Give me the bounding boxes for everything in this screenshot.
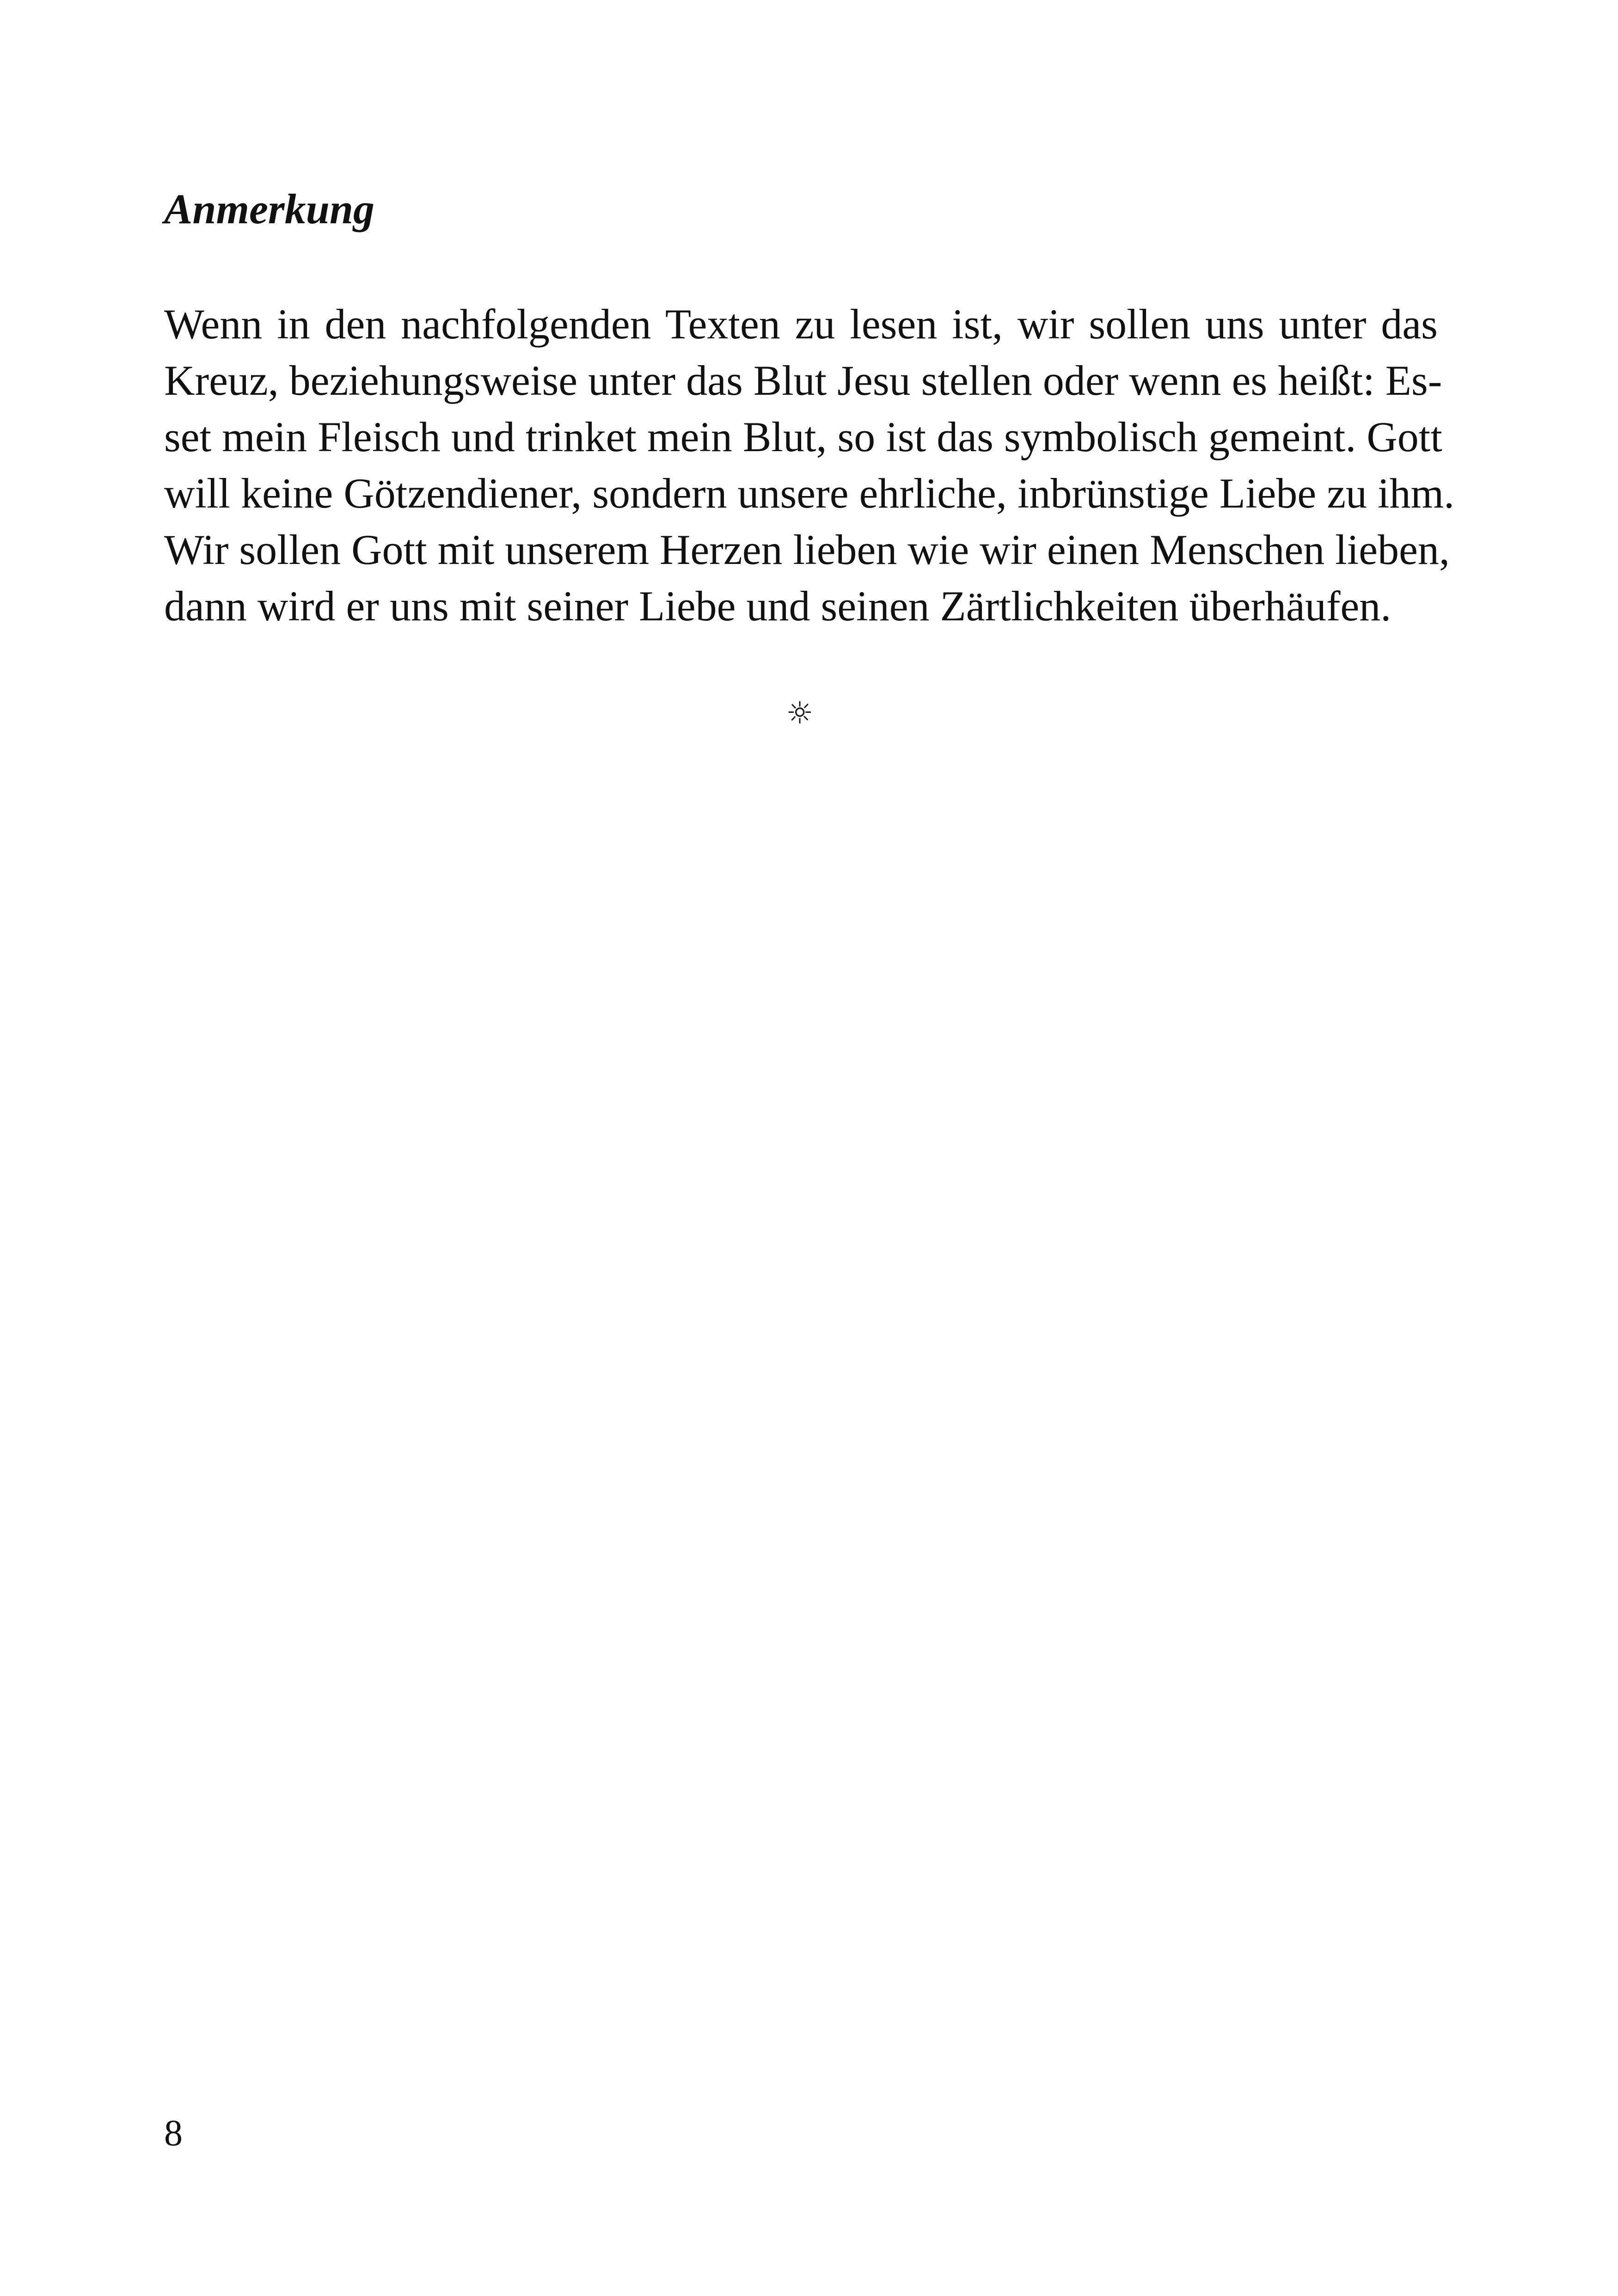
paragraph-line: Wenn in den nachfolgenden Texten zu lesen ist, wir sollen uns unter das	[164, 300, 1438, 348]
paragraph	[164, 296, 1455, 634]
section-heading: Anmerkung	[164, 185, 375, 233]
paragraph-line: dann wird er uns mit seiner Liebe und seinen Zärtlichkeiten überhäufen.	[164, 582, 1391, 630]
paragraph-line: Kreuz, beziehungsweise unter das Blut Jesu stellen oder wenn es heißt: Es-	[164, 357, 1442, 404]
page-number: 8	[164, 2113, 183, 2154]
paragraph-line: will keine Götzendiener, sondern unsere ehrliche, inbrünstige Liebe zu ihm.	[164, 470, 1455, 517]
sun-ornament-icon: ☼	[786, 695, 814, 731]
paragraph-line: set mein Fleisch und trinket mein Blut, so ist das symbolisch gemeint. Gott	[164, 413, 1442, 460]
paragraph-line: Wir sollen Gott mit unserem Herzen lieben wie wir einen Menschen lieben,	[164, 526, 1450, 573]
